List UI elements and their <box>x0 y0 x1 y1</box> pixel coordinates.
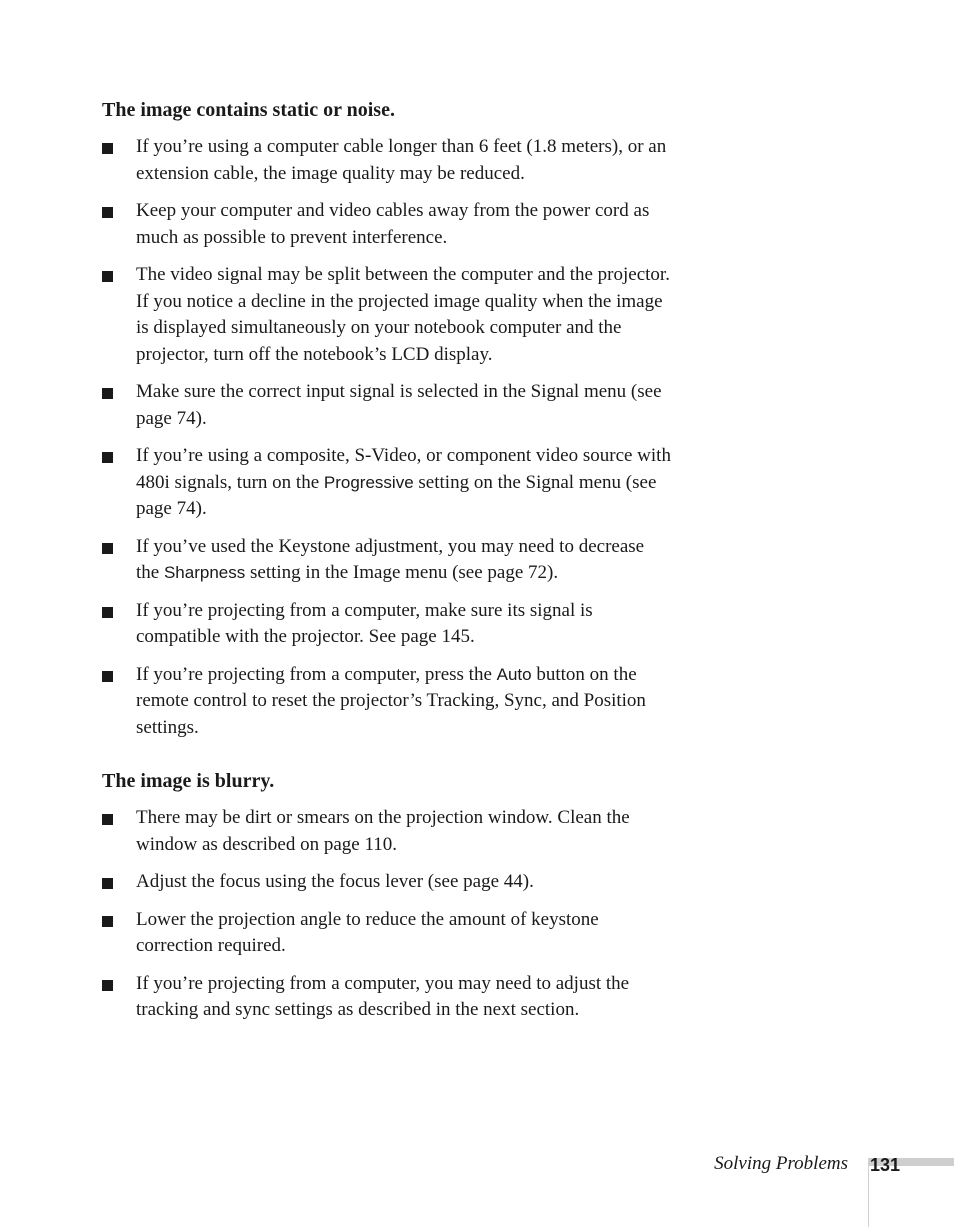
square-bullet-icon <box>102 543 113 554</box>
list-item <box>102 534 672 587</box>
list-item-text: If you’re using a composite, S-Video, or component video source with 480i signals, turn on the <box>136 445 671 493</box>
square-bullet-icon <box>102 388 113 399</box>
square-bullet-icon <box>102 671 113 682</box>
list-item-text: If you’re using a computer cable longer than 6 feet (1.8 meters), or an extension cable, the image quality may be reduced. <box>136 136 667 184</box>
square-bullet-icon <box>102 207 113 218</box>
list-item-text: button on the remote control to reset the projector’s Tracking, Sync, and Position settings. <box>136 663 646 738</box>
list-item <box>102 262 672 368</box>
list-item-text: Make sure the correct input signal is selected in the Signal menu (see page 74). <box>136 381 662 429</box>
page-content <box>102 96 672 1035</box>
square-bullet-icon <box>102 878 113 889</box>
list-item-text: Lower the projection angle to reduce the amount of keystone correction required. <box>136 908 599 956</box>
section-heading-static-noise: The image contains static or noise. <box>102 99 395 121</box>
list-item-text: If you’re projecting from a computer, make sure its signal is compatible with the projector. See page 145. <box>136 599 593 647</box>
footer-section-label: Solving Problems <box>714 1153 848 1174</box>
list-item-text: There may be dirt or smears on the projection window. Clean the window as described on page 110. <box>136 807 630 855</box>
square-bullet-icon <box>102 452 113 463</box>
footer-divider <box>868 1158 869 1227</box>
page-number: 131 <box>870 1155 901 1175</box>
list-item <box>102 805 672 858</box>
square-bullet-icon <box>102 143 113 154</box>
list-item-text: If you’ve used the Keystone adjustment, you may need to decrease the <box>136 535 645 583</box>
square-bullet-icon <box>102 607 113 618</box>
ui-term-progressive: Progressive <box>323 472 414 492</box>
ui-term-auto: Auto <box>496 664 532 684</box>
section-heading-blurry: The image is blurry. <box>102 770 275 792</box>
bullet-list-static-noise <box>102 134 672 741</box>
list-item <box>102 379 672 432</box>
list-item <box>102 598 672 651</box>
list-item-text: Keep your computer and video cables away from the power cord as much as possible to prevent interference. <box>136 200 650 248</box>
list-item-text: The video signal may be split between the computer and the projector. If you notice a decline in the projected image quality when the image is displayed simultaneously on your notebook computer and the projector, turn off the notebook’s LCD display. <box>136 264 670 365</box>
list-item-text: setting on the Signal menu (see page 74). <box>136 471 657 519</box>
list-item-text: setting in the Image menu (see page 72). <box>245 562 559 583</box>
ui-term-sharpness: Sharpness <box>163 563 246 582</box>
list-item <box>102 971 672 1024</box>
square-bullet-icon <box>102 814 113 825</box>
square-bullet-icon <box>102 980 113 991</box>
bullet-list-blurry <box>102 805 672 1024</box>
list-item <box>102 869 672 896</box>
list-item <box>102 134 672 187</box>
list-item-text: If you’re projecting from a computer, press the <box>136 663 497 685</box>
square-bullet-icon <box>102 271 113 282</box>
square-bullet-icon <box>102 916 113 927</box>
list-item <box>102 198 672 251</box>
list-item <box>102 662 672 742</box>
list-item-text: If you’re projecting from a computer, you may need to adjust the tracking and sync settings as described in the next section. <box>136 972 630 1020</box>
list-item-text: Adjust the focus using the focus lever (see page 44). <box>136 871 534 892</box>
list-item <box>102 443 672 523</box>
list-item <box>102 907 672 960</box>
